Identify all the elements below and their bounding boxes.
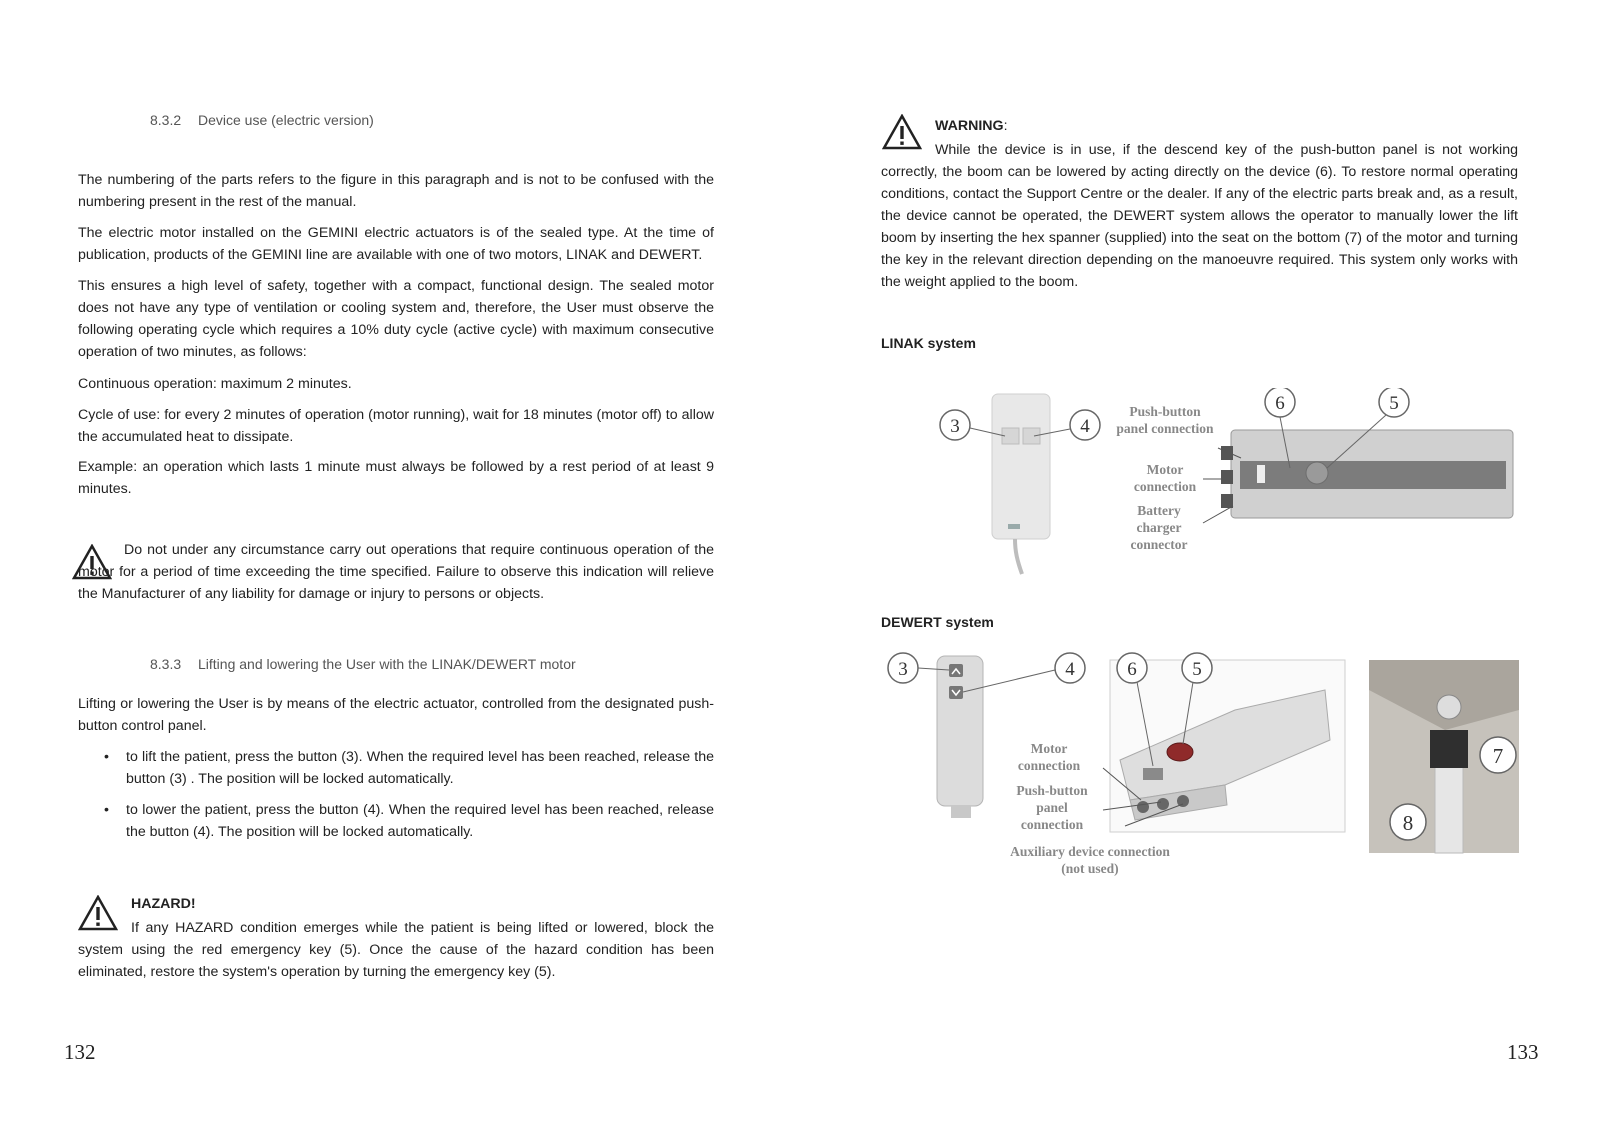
marker-6 [1265,388,1295,417]
paragraph-lifting-intro: Lifting or lowering the User is by means of the electric actuator, controlled from the designated push-button control panel. [78,696,714,734]
linak-hand-control [992,394,1050,574]
marker-7 [1480,737,1516,773]
linak-label-motor: Motor connection [1133,462,1197,494]
hazard-text: If any HAZARD condition emerges while the patient is being lifted or lowered, block the system using the red emergency key (5). Once the cause of the hazard condition has been eliminated, restore the system's operation by turning the emergency key (5). [78,920,714,980]
dewert-title: DEWERT system [881,614,994,630]
marker-3 [940,410,970,440]
linak-label-push-button: Push-button panel connection [1116,404,1214,436]
marker-label: 4 [1080,416,1090,437]
list-item: • to lower the patient, press the button (4). When the required level has been reached, release the button (4). The position will be locked automatically. [78,799,714,843]
page-number-left: 132 [64,1040,96,1064]
warning-heading: WARNING: [935,118,1008,134]
marker-label: 5 [1192,659,1202,680]
marker-5 [1379,388,1409,417]
section-heading-832 [150,112,374,128]
section-number: 8.3.2 [150,112,182,128]
marker-label: 6 [1275,393,1285,414]
linak-control-box [1221,430,1513,518]
paragraph-safety: This ensures a high level of safety, together with a compact, functional design. The sealed motor does not have any type of ventilation or cooling system and, therefore, the User must observe the following operating cycle which requires a 10% duty cycle (active cycle) with maximum consecutive operation of two minutes, as follows: [78,278,714,360]
dewert-figure [885,650,1525,865]
paragraph-cycle: Cycle of use: for every 2 minutes of operation (motor running), wait for 18 minutes (motor off) to allow the accumulated heat to dissipate. [78,407,714,445]
dewert-label-push-button: Push-button panel connection [1016,783,1088,832]
section-heading-833 [150,656,576,672]
warning-text: While the device is in use, if the descend key of the push-button panel is not working correctly, the boom can be lowered by acting directly on the device (6). To restore normal operating conditions, contact the Support Centre or the dealer. If any of the electric parts break and, as a result, the device cannot be operated, the DEWERT system allows the operator to manually lower the lift boom by inserting the hex spanner (supplied) into the seat on the bottom (7) of the motor and turning the key in the relevant direction depending on the manoeuvre required. This system only works with the weight applied to the boom. [881,142,1518,290]
dewert-label-motor: Motor connection [1017,741,1081,773]
marker-label: 3 [898,659,908,680]
marker-label: 6 [1127,659,1137,680]
lifting-steps-list [78,746,714,852]
page-number-right: 133 [1507,1040,1539,1064]
marker-label: 8 [1402,811,1414,835]
marker-label: 4 [1065,659,1075,680]
paragraph-example: Example: an operation which lasts 1 minute must always be followed by a rest period of at least 9 minutes. [78,459,714,497]
marker-8 [1390,804,1426,840]
paragraph-numbering: The numbering of the parts refers to the figure in this paragraph and is not to be confused with the numbering present in the rest of the manual. [78,172,714,210]
list-item: • to lift the patient, press the button (3). When the required level has been reached, release the button (3) . The position will be locked automatically. [78,746,714,790]
marker-label: 3 [950,416,960,437]
section-number: 8.3.3 [150,656,182,672]
paragraph-motor: The electric motor installed on the GEMINI electric actuators is of the sealed type. At the time of publication, products of the GEMINI line are available with one of two motors, LINAK and DEWERT. [78,225,714,263]
linak-title: LINAK system [881,335,976,351]
marker-4 [1070,410,1100,440]
warning-title: WARNING [935,118,1004,134]
marker-label: 7 [1492,744,1504,768]
caution-text: Do not under any circumstance carry out operations that require continuous operation of the motor for a period of time exceeding the time specified. Failure to observe this indication will relieve the Manufacturer of any liability for damage or injury to persons or objects. [78,542,714,602]
section-title: Device use (electric version) [198,112,374,128]
linak-figure [935,388,1525,578]
hazard-title: HAZARD! [131,896,196,912]
marker-5 [1182,653,1212,683]
linak-label-battery: Battery charger connector [1130,503,1188,552]
marker-6 [1117,653,1147,683]
dewert-hand-control [937,656,983,818]
marker-4 [1055,653,1085,683]
section-title: Lifting and lowering the User with the LINAK/DEWERT motor [198,656,576,672]
dewert-label-auxiliary: Auxiliary device connection (not used) [1010,844,1170,876]
marker-3 [888,653,918,683]
paragraph-continuous: Continuous operation: maximum 2 minutes. [78,376,352,392]
marker-label: 5 [1389,393,1399,414]
